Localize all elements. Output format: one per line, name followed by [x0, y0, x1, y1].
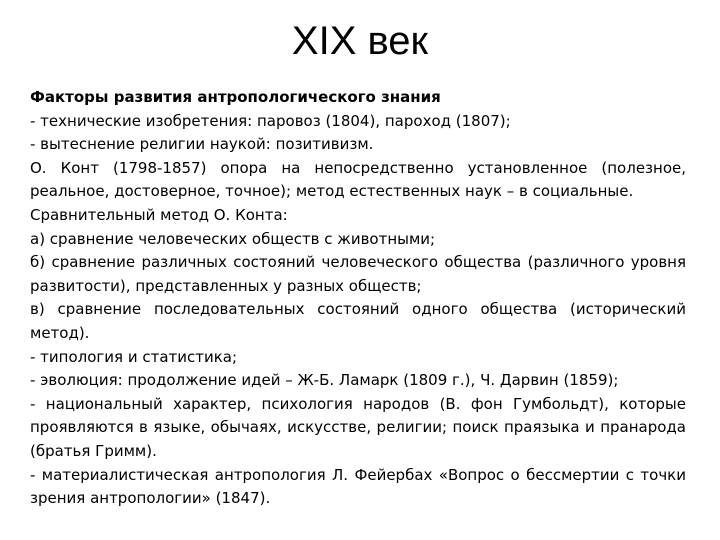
- slide-body: [30, 86, 686, 511]
- section-heading: Факторы развития антропологического знания: [30, 88, 441, 106]
- paragraph-technical-inventions: - технические изобретения: паровоз (1804), пароход (1807);: [30, 111, 511, 130]
- paragraph-feuerbach: - материалистическая антропология Л. Фейербах «Вопрос о бессмертии с точки зрения антропологии» (1847).: [30, 465, 686, 508]
- paragraph-positivism: - вытеснение религии наукой: позитивизм.: [30, 135, 374, 154]
- paragraph-item-b: б) сравнение различных состояний человеческого общества (различного уровня развитости), представленных у разных обществ;: [30, 253, 686, 295]
- paragraph-comparative-method: Сравнительный метод О. Конта:: [30, 205, 288, 224]
- slide-title: XIX век: [291, 19, 429, 63]
- paragraph-evolution: - эволюция: продолжение идей – Ж-Б. Ламарк (1809 г.), Ч. Дарвин (1859);: [30, 371, 619, 390]
- paragraph-item-a: а) сравнение человеческих обществ с животными;: [30, 229, 436, 248]
- paragraph-national-character: - национальный характер, психология народов (В. фон Гумбольдт), которые проявляются в языке, обычаях, искусстве, религии; поиск праязыка и пранарода (братья Гримм).: [30, 394, 686, 460]
- paragraph-comte: О. Конт (1798-1857) опора на непосредственно установленное (полезное, реальное, достоверное, точное); метод естественных наук – в социальные.: [30, 158, 686, 201]
- paragraph-typology: - типология и статистика;: [30, 347, 238, 366]
- paragraph-item-c: в) сравнение последовательных состояний одного общества (исторический метод).: [30, 300, 686, 342]
